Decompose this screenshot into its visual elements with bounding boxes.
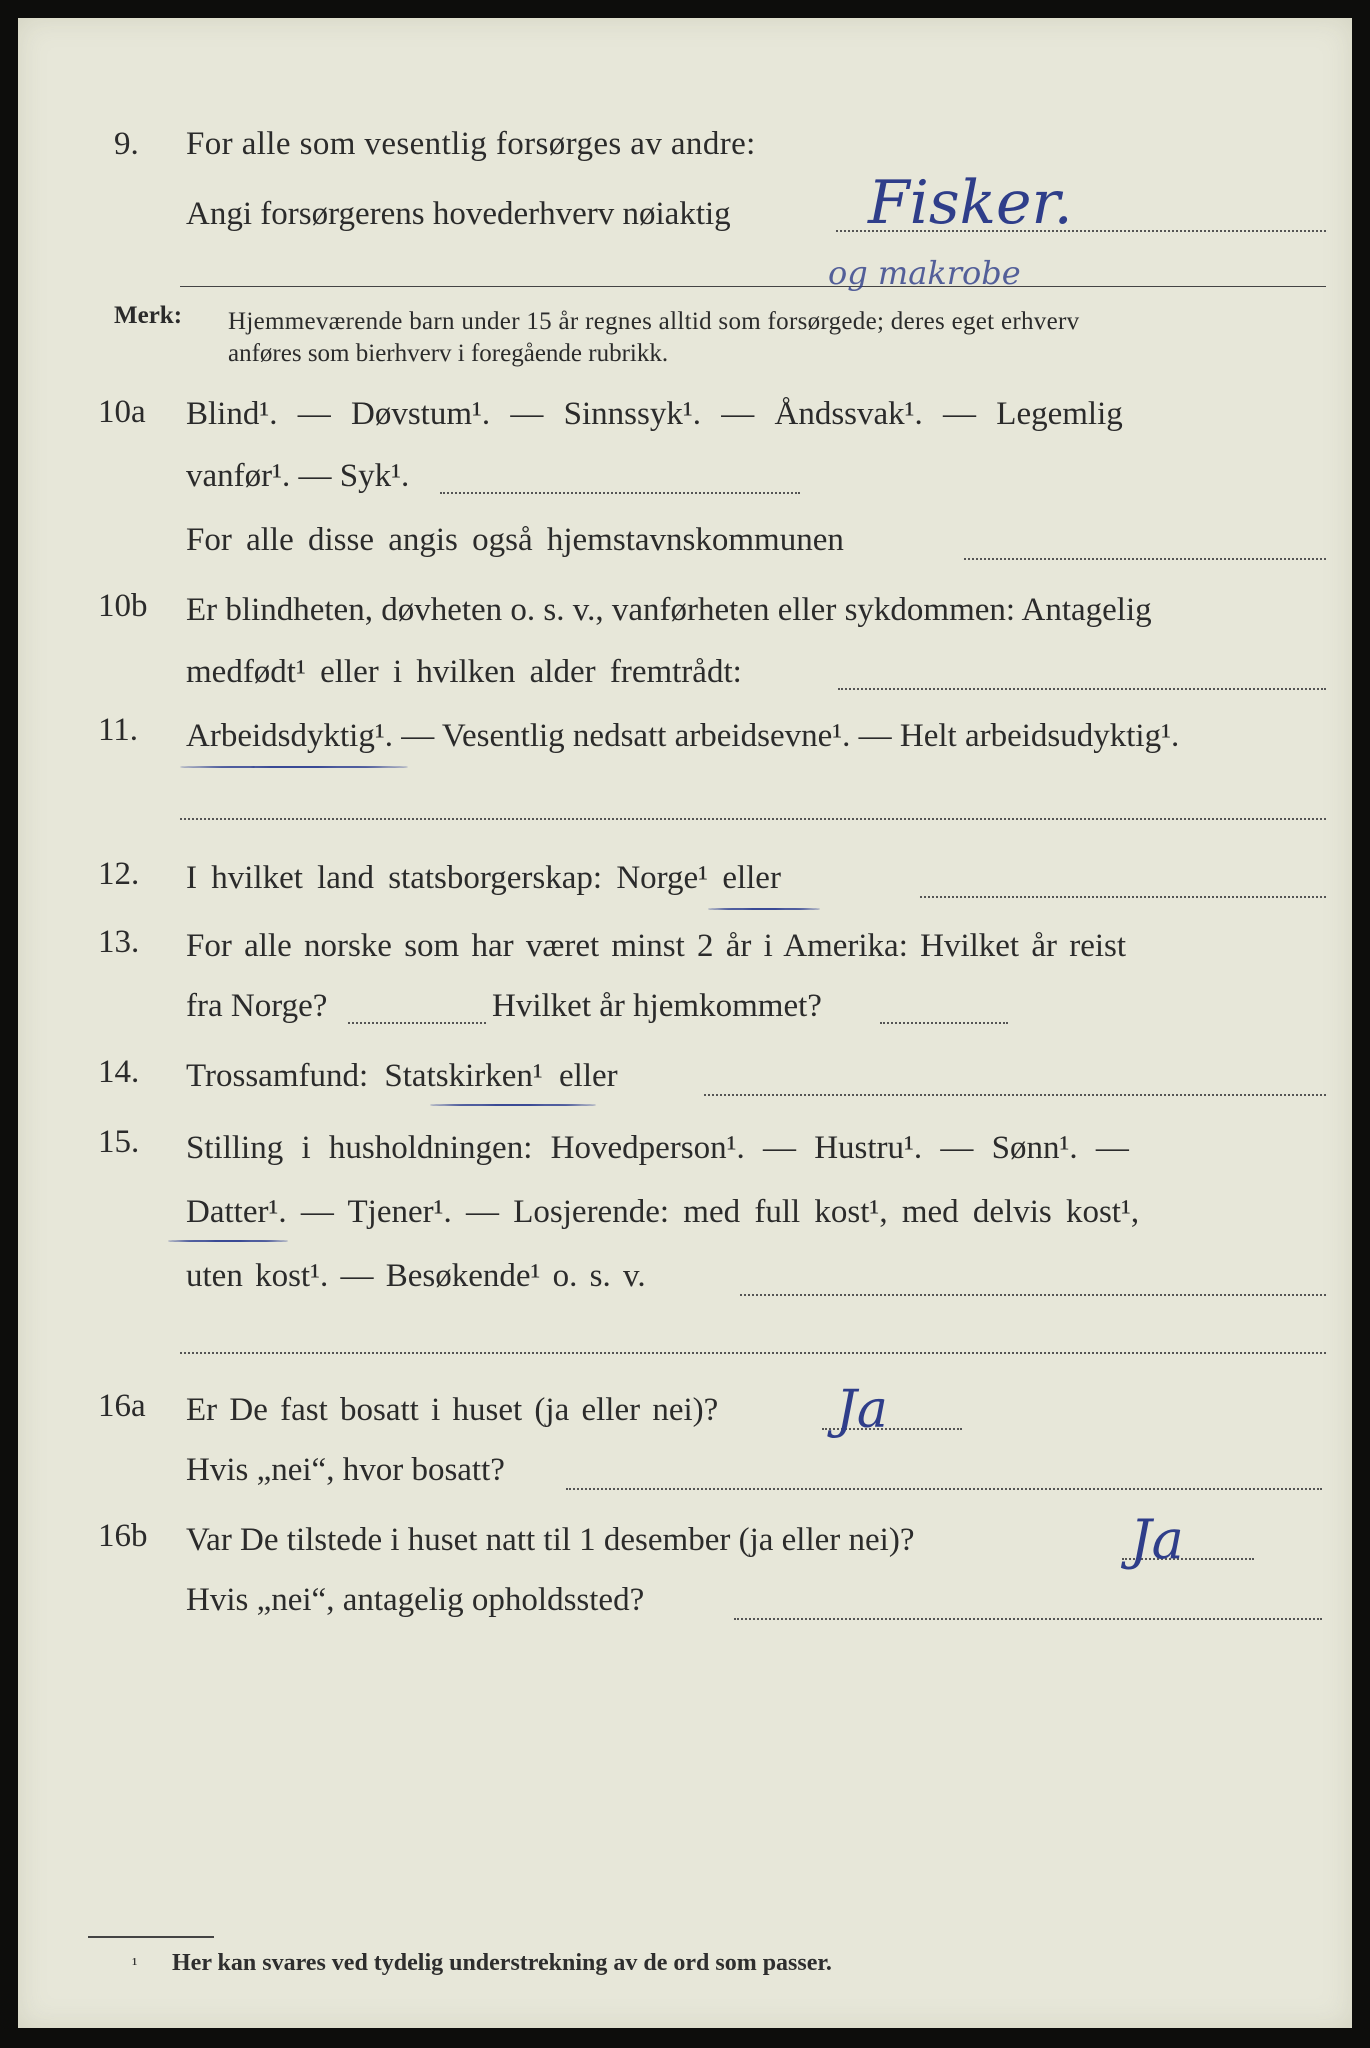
q13-line2b: Hvilket år hjemkommet? bbox=[492, 988, 822, 1024]
q12-underline-norge bbox=[708, 908, 820, 910]
merk-line2: anføres som bierhverv i foregående rubrikk. bbox=[228, 340, 669, 367]
q10a-line2: vanfør¹. — Syk¹. bbox=[186, 458, 410, 494]
q10b-number: 10b bbox=[98, 588, 148, 624]
q16a-line2: Hvis „nei“, hvor bosatt? bbox=[186, 1452, 505, 1488]
q11-number: 11. bbox=[98, 712, 139, 748]
q15-extra-line[interactable] bbox=[180, 1352, 1326, 1354]
q13-number: 13. bbox=[98, 924, 140, 960]
q16b-line2: Hvis „nei“, antagelig opholdssted? bbox=[186, 1582, 645, 1618]
q16a-handwritten-answer: Ja bbox=[836, 1380, 888, 1440]
q13-return-year-line[interactable] bbox=[880, 1022, 1008, 1024]
q15-line1: Stilling i husholdningen: Hovedperson¹. — Hustru¹. — Sønn¹. — bbox=[186, 1130, 1129, 1166]
q15-line3: uten kost¹. — Besøkende¹ o. s. v. bbox=[186, 1258, 646, 1294]
q9-number: 9. bbox=[114, 126, 139, 162]
merk-label: Merk: bbox=[114, 302, 183, 329]
q10b-line2: medfødt¹ eller i hvilken alder fremtrådt: bbox=[186, 654, 742, 690]
q16a-number: 16a bbox=[98, 1388, 146, 1424]
q15-line2: Datter¹. — Tjener¹. — Losjerende: med full kost¹, med delvis kost¹, bbox=[186, 1194, 1140, 1230]
q10a-number: 10a bbox=[98, 394, 146, 430]
q9-handwritten-answer-2: og makrobe bbox=[828, 254, 1021, 292]
q16a-residence-line[interactable] bbox=[566, 1488, 1322, 1490]
q16b-whereabouts-line[interactable] bbox=[734, 1618, 1322, 1620]
q16a-line1: Er De fast bosatt i huset (ja eller nei)? bbox=[186, 1392, 719, 1428]
q9-line2: Angi forsørgerens hovederhverv nøiaktig bbox=[186, 196, 731, 232]
q9-handwritten-answer: Fisker. bbox=[868, 168, 1073, 238]
q14-other-faith-line[interactable] bbox=[704, 1094, 1326, 1096]
footnote-mark: ¹ bbox=[132, 1954, 138, 1974]
q9-line1: For alle som vesentlig forsørges av andre: bbox=[186, 126, 756, 162]
q10b-line1: Er blindheten, døvheten o. s. v., vanførheten eller sykdommen: Antagelig bbox=[186, 592, 1152, 628]
q15-underline-datter bbox=[168, 1240, 288, 1242]
q14-line1: Trossamfund: Statskirken¹ eller bbox=[186, 1058, 618, 1094]
q12-other-country-line[interactable] bbox=[920, 896, 1326, 898]
q13-line1: For alle norske som har været minst 2 år i Amerika: Hvilket år reist bbox=[186, 928, 1127, 964]
q10a-line1: Blind¹. — Døvstum¹. — Sinnssyk¹. — Åndssvak¹. — Legemlig bbox=[186, 396, 1123, 432]
q11-answer-line[interactable] bbox=[180, 818, 1326, 820]
footnote-text: Her kan svares ved tydelig understrekning av de ord som passer. bbox=[172, 1950, 832, 1976]
q16b-line1: Var De tilstede i huset natt til 1 desember (ja eller nei)? bbox=[186, 1522, 915, 1558]
footnote-rule bbox=[88, 1936, 214, 1938]
q16b-number: 16b bbox=[98, 1518, 148, 1554]
q12-number: 12. bbox=[98, 856, 140, 892]
q16b-handwritten-answer: Ja bbox=[1130, 1508, 1184, 1571]
q11-line1: Arbeidsdyktig¹. — Vesentlig nedsatt arbeidsevne¹. — Helt arbeidsudyktig¹. bbox=[186, 718, 1180, 754]
q14-number: 14. bbox=[98, 1054, 140, 1090]
q10b-age-line[interactable] bbox=[838, 688, 1326, 690]
q13-departure-year-line[interactable] bbox=[348, 1022, 486, 1024]
q9-second-line[interactable] bbox=[180, 286, 1326, 287]
q14-underline-statskirken bbox=[430, 1104, 596, 1106]
q15-number: 15. bbox=[98, 1124, 140, 1160]
q11-underline-arbeidsdyktig bbox=[180, 766, 408, 768]
q10a-line3: For alle disse angis også hjemstavnskommunen bbox=[186, 522, 844, 558]
q15-other-position-line[interactable] bbox=[740, 1294, 1326, 1296]
q10a-sick-line[interactable] bbox=[440, 492, 800, 494]
q12-line1: I hvilket land statsborgerskap: Norge¹ eller bbox=[186, 860, 781, 896]
census-form-page bbox=[18, 18, 1352, 2028]
merk-line1: Hjemmeværende barn under 15 år regnes alltid som forsørgede; deres eget erhverv bbox=[228, 308, 1080, 335]
q13-line2a: fra Norge? bbox=[186, 988, 328, 1024]
q10a-municipality-line[interactable] bbox=[964, 558, 1326, 560]
